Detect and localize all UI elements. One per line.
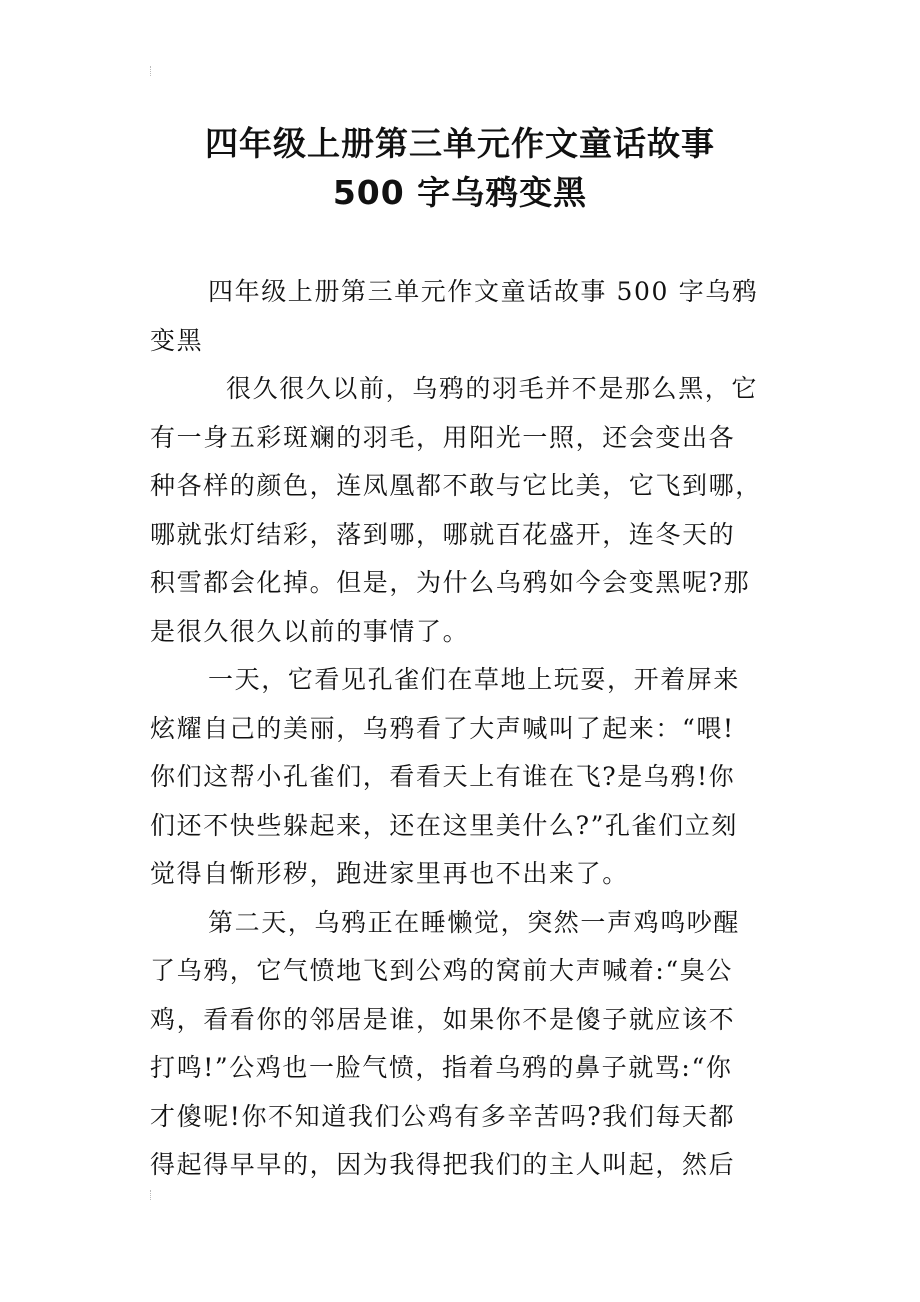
paragraph-line: 第二天，乌鸦正在睡懒觉，突然一声鸡鸣吵醒 [208,907,741,937]
paragraph-line: 四年级上册第三单元作文童话故事 500 字乌鸦 [208,277,759,306]
document-title-line2: 500 字乌鸦变黑 [332,173,588,212]
paragraph-line: 们还不快些躲起来，还在这里美什么?”孔雀们立刻 [150,810,738,840]
paragraph-line: 很久很久以前，乌鸦的羽毛并不是那么黑，它 [226,374,759,403]
paragraph-line: 变黑 [150,325,204,355]
paragraph-line: 得起得早早的，因为我得把我们的主人叫起，然后 [150,1150,736,1179]
paragraph-line: 鸡，看看你的邻居是谁，如果你不是傻子就应该不 [150,1004,736,1034]
paragraph-line: 你们这帮小孔雀们，看看天上有谁在飞?是乌鸦!你 [150,762,736,791]
paragraph-line: 炫耀自己的美丽，乌鸦看了大声喊叫了起来：“喂! [150,713,735,743]
document-title-line1: 四年级上册第三单元作文童话故事 [205,124,715,163]
paragraph-line: 才傻呢!你不知道我们公鸡有多辛苦吗?我们每天都 [150,1101,736,1131]
corner-mark-top [150,66,157,76]
paragraph-line: 打鸣!”公鸡也一脸气愤，指着乌鸦的鼻子就骂:“你 [150,1053,733,1082]
paragraph-line: 积雪都会化掉。但是，为什么乌鸦如今会变黑呢?那 [150,568,751,597]
corner-mark-bottom [150,1190,157,1200]
paragraph-line: 是很久很久以前的事情了。 [150,616,470,646]
document-body [150,268,770,1190]
paragraph-line: 一天，它看见孔雀们在草地上玩耍，开着屏来 [208,665,741,694]
paragraph-line: 哪就张灯结彩，落到哪，哪就百花盛开，连冬天的 [150,519,736,549]
paragraph-line: 种各样的颜色，连凤凰都不敢与它比美，它飞到哪， [150,471,762,500]
paragraph-line: 有一身五彩斑斓的羽毛，用阳光一照，还会变出各 [150,422,736,452]
paragraph-line: 了乌鸦，它气愤地飞到公鸡的窝前大声喊着:“臭公 [150,956,734,985]
paragraph-line: 觉得自惭形秽，跑进家里再也不出来了。 [150,859,629,888]
